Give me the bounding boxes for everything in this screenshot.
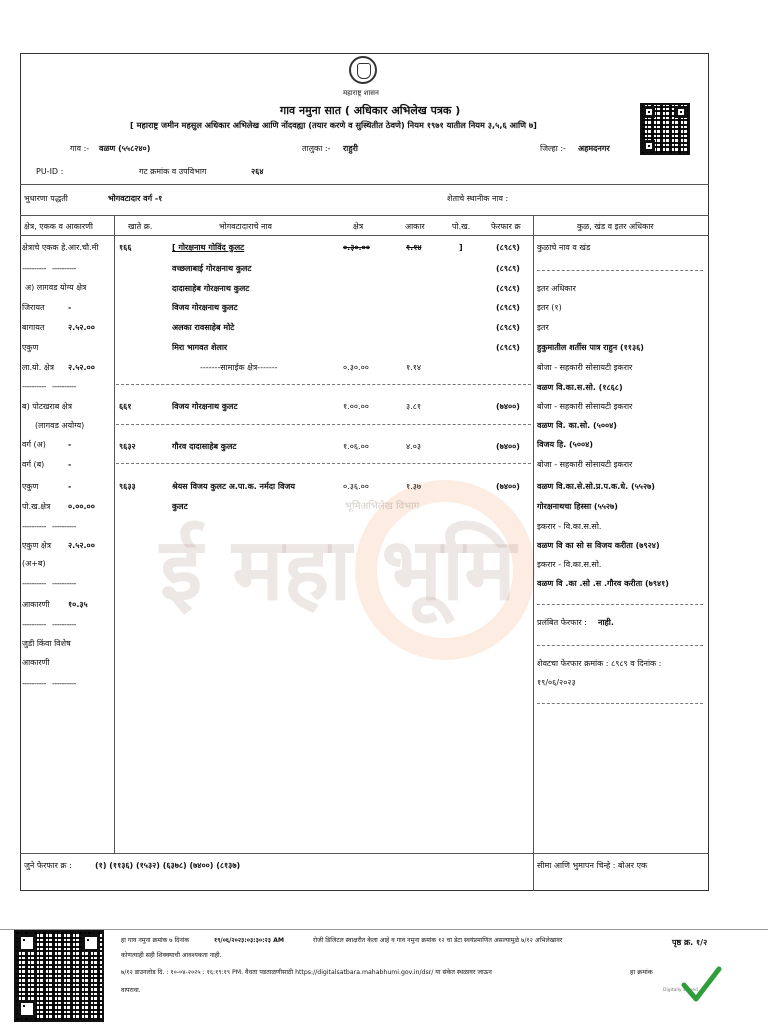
june-ferfar-value: (१) (११३६) (१५३२) (६३७८) (७४००) (८१३७) bbox=[95, 861, 241, 870]
left-label: एकुण क्षेत्र bbox=[22, 541, 52, 550]
footer-line1d: कोणत्याही सही शिक्क्याची आवश्यकता नाही. bbox=[121, 952, 222, 959]
divider bbox=[20, 184, 709, 185]
samaik-kshetra: -------सामाईक क्षेत्र------- bbox=[200, 363, 278, 372]
left-label: (लागवड अयोग्य) bbox=[35, 421, 85, 430]
taluka-label: तालुका :- bbox=[302, 144, 331, 153]
owner-name: कुलट bbox=[172, 502, 188, 511]
puid-label: PU-ID : bbox=[36, 167, 64, 176]
owner-bracket: ] bbox=[459, 243, 463, 252]
left-value: - bbox=[68, 482, 72, 491]
bhudharna-value: भोगवटादार वर्ग -१ bbox=[108, 194, 163, 203]
rights-item: वळण वि.का.से.सो.प्र.प.क.धे. (५५२७) bbox=[537, 482, 655, 491]
owner-name: अलका रावसाहेब मोटे bbox=[172, 323, 235, 332]
june-ferfar-label: जुने फेरफार क्र : bbox=[24, 861, 72, 870]
owner-name: विजय गोरक्षनाथ कुलट bbox=[172, 402, 238, 411]
khata-number: १६६ bbox=[119, 243, 132, 252]
footer-line1a: हा गाव नमुना क्रमांक ७ दिनांक bbox=[121, 937, 190, 944]
ferfar-number: (७४००) bbox=[496, 442, 520, 451]
owner-name: श्रेयस विजय कुलट अ.पा.क. नर्मदा विजय bbox=[172, 482, 295, 491]
ferfar-number: (८९८९) bbox=[496, 243, 520, 252]
pending-ferfar-value: नाही. bbox=[598, 618, 614, 627]
rights-item: इतर अधिकार bbox=[537, 284, 576, 293]
rights-item: विजय हि. (५००४) bbox=[537, 440, 593, 449]
left-value: - bbox=[68, 303, 72, 312]
rights-item: इतर (१) bbox=[537, 303, 562, 312]
col-header-akar: आकार bbox=[405, 222, 425, 231]
rights-item: वळण वि.का.स.सो. (१८६८) bbox=[537, 383, 623, 392]
govt-emblem-icon bbox=[349, 56, 377, 84]
left-label: एकुण bbox=[22, 343, 39, 352]
owner-name: दादासाहेब गोरक्षनाथ कुलट bbox=[172, 284, 250, 293]
rights-item: हुकुमातील शर्तीस पात्र राहुन (११३६) bbox=[537, 343, 644, 352]
rights-item: बोजा - सहकारी सोसायटी इकरार bbox=[537, 402, 633, 411]
left-label: पो.ख.क्षेत्र bbox=[22, 502, 51, 511]
owner-name: [ गोरक्षनाथ गोविंद कुलट bbox=[172, 243, 245, 252]
left-value: - bbox=[68, 440, 72, 449]
footer-hr-label: हा क्रमांक bbox=[630, 968, 653, 976]
last-ferfar-label: शेवटचा फेरफार क्रमांक : ८९८९ व दिनांक : bbox=[537, 659, 662, 668]
left-dash: ---------- ---------- bbox=[22, 382, 76, 391]
document-frame bbox=[20, 53, 709, 891]
rights-separator bbox=[537, 703, 703, 704]
left-label: आकारणी bbox=[22, 658, 50, 667]
left-label: बागायत bbox=[22, 323, 45, 332]
rights-item: वळण वि का सो स विजय करीता (७९२४) bbox=[537, 541, 660, 550]
owner-area: १.००.०० bbox=[343, 402, 369, 411]
taluka-value: राहुरी bbox=[343, 144, 358, 153]
left-label: वर्ग (अ) bbox=[22, 440, 46, 449]
rights-item: वळण वि .का .सो .स .गौरव करीता (७९४१) bbox=[537, 579, 669, 588]
rights-item: कुळाचे नाव व खंड bbox=[537, 243, 591, 252]
bhudharna-label: भुधारणा पद्धती bbox=[24, 194, 68, 203]
left-label: अ) लागवड योग्य क्षेत्र bbox=[25, 283, 87, 292]
owner-area: ०.३६.०० bbox=[343, 482, 369, 491]
rights-separator bbox=[537, 604, 703, 605]
samaik-akar: १.१४ bbox=[406, 363, 422, 372]
left-unit-label: क्षेत्राचे एकक हे.आर.चौ.मी bbox=[22, 243, 99, 252]
watermark-big-text: ई महा भूमि bbox=[160, 520, 516, 620]
col-header-khata: खाते क्र. bbox=[128, 222, 153, 231]
owner-akar: ४.०३ bbox=[406, 442, 422, 451]
owner-name: विजय गोरक्षनाथ कुलट bbox=[172, 303, 238, 312]
footer-divider bbox=[0, 929, 768, 930]
qr-code-bottom bbox=[14, 930, 104, 1022]
owner-area: ०.३०.०० bbox=[343, 243, 370, 252]
owner-akar: ३.८१ bbox=[406, 402, 422, 411]
left-value: २.५२.०० bbox=[68, 541, 95, 550]
col-divider bbox=[533, 215, 534, 891]
rights-separator bbox=[537, 645, 703, 646]
footer-line1-date: १९/०६/२०२३:०३:३०:२३ AM bbox=[214, 937, 285, 944]
gat-label: गट क्रमांक व उपविभाग bbox=[139, 167, 207, 176]
col-header-owner: भोगवटादाराचे नाव bbox=[219, 222, 272, 231]
col-header-area: क्षेत्र, एकक व आकारणी bbox=[24, 222, 94, 231]
col-divider bbox=[114, 215, 115, 853]
owner-akar: १.१४ bbox=[406, 243, 422, 252]
jilha-value: अहमदनगर bbox=[578, 144, 610, 153]
left-dash: ---------- ---------- bbox=[22, 264, 76, 273]
ferfar-number: (८९८९) bbox=[496, 264, 520, 273]
watermark-small-text: भूमिअभिलेख विभाग bbox=[345, 501, 420, 512]
page-number: पृष्ठ क्र. १/२ bbox=[672, 938, 708, 947]
col-header-pokh: पो.ख. bbox=[452, 222, 471, 231]
left-dash: ---------- ---------- bbox=[22, 579, 76, 588]
left-label: (अ+ब) bbox=[22, 559, 46, 568]
ferfar-number: (८९८९) bbox=[496, 303, 520, 312]
ferfar-number: (८९८९) bbox=[496, 343, 520, 352]
gaav-label: गाव :- bbox=[70, 144, 90, 153]
left-dash: ---------- ---------- bbox=[22, 620, 76, 629]
samaik-area: ०.३०.०० bbox=[343, 363, 369, 372]
left-label: जुडी किंवा विशेष bbox=[22, 639, 71, 648]
digital-signature-label: Digitally signed bbox=[663, 988, 698, 993]
gaav-value: वळण (५५८२४०) bbox=[99, 144, 151, 153]
jilha-label: जिल्हा :- bbox=[540, 144, 566, 153]
sima-label: सीमा आणि भुमापन चिन्हे : बोअर एक bbox=[537, 861, 648, 870]
left-label: ब) पोटखराब क्षेत्र bbox=[22, 402, 73, 411]
shetache-label: शेताचे स्थानीक नाव : bbox=[447, 194, 509, 203]
row-separator bbox=[116, 424, 531, 425]
footer-line1c: रोजी डिजिटल स्वाक्षरीत केला आहे व गाव नमुना क्रमांक १२ चा डेटा स्वयंप्रमाणित असल्यामुळे ७/१२ अभिलेखावर bbox=[313, 937, 563, 944]
left-label: एकुण bbox=[22, 482, 39, 491]
khata-number: ९६३२ bbox=[119, 442, 136, 451]
govt-label: महाराष्ट्र शासन bbox=[343, 89, 379, 97]
rights-item: इकरार - वि.का.स.सो. bbox=[537, 522, 602, 531]
divider bbox=[20, 235, 709, 236]
ferfar-number: (८९८९) bbox=[496, 284, 520, 293]
owner-name: वच्छलाबाई गोरक्षनाथ कुलट bbox=[172, 264, 252, 273]
rights-item: गोरक्षनाथचा हिस्सा (५५२७) bbox=[537, 502, 618, 511]
khata-number: ६६१ bbox=[119, 402, 132, 411]
page-subtitle: [ महाराष्ट्र जमीन महसुल अधिकार अभिलेख आणि नोंदवह्या (तयार करणे व सुस्थितीत ठेवणे) नियम १९७१ यातील नियम ३,५,६ आणि ७] bbox=[130, 120, 537, 130]
row-separator bbox=[116, 384, 531, 385]
col-header-kshetra: क्षेत्र bbox=[353, 222, 364, 231]
left-dash: ---------- ---------- bbox=[22, 522, 76, 531]
col-header-ferfar: फेरफार क्र bbox=[491, 222, 521, 231]
rights-item: वळण वि. का.सो. (५००४) bbox=[537, 421, 617, 430]
owner-name: मिरा भागवत शेलार bbox=[172, 343, 228, 352]
rights-item: बोजा - सहकारी सोसायटी इकरार bbox=[537, 460, 633, 469]
digital-signature-check-icon bbox=[680, 963, 722, 1005]
col-header-rights: कुळ, खंड व इतर अधिकार bbox=[577, 222, 654, 231]
footer-line2: ७/१२ डाउनलोड दि. : १०-०४-२०२५ : १६:१९:१९ PM. वैधता पडताळणीसाठी https://digitalsatbara.mahabhumi.gov.in/dsr/ या संकेत स्थळावर जाऊन bbox=[121, 969, 492, 976]
gat-value: २६४ bbox=[251, 167, 264, 176]
divider bbox=[20, 853, 709, 854]
rights-separator bbox=[537, 270, 703, 271]
qr-code-top bbox=[640, 103, 690, 155]
left-label: ला.यो. क्षेत्र bbox=[22, 363, 54, 372]
owner-area: १.०६.०० bbox=[343, 442, 369, 451]
divider bbox=[20, 215, 709, 216]
left-value: २.५२.०० bbox=[68, 323, 95, 332]
left-label: आकारणी bbox=[22, 600, 50, 609]
left-label: जिरायत bbox=[22, 303, 45, 312]
owner-name: गौरव दादासाहेब कुलट bbox=[172, 442, 237, 451]
rights-item: इतर bbox=[537, 323, 549, 332]
left-value: २.५२.०० bbox=[68, 363, 95, 372]
left-value: ०.००.०० bbox=[68, 502, 95, 511]
ferfar-number: (७४००) bbox=[496, 482, 520, 491]
owner-akar: १.३७ bbox=[406, 482, 422, 491]
left-dash: ---------- ---------- bbox=[22, 679, 76, 688]
left-value: - bbox=[68, 460, 72, 469]
ferfar-number: (८९८९) bbox=[496, 323, 520, 332]
page-title: गाव नमुना सात ( अधिकार अभिलेख पत्रक ) bbox=[280, 104, 461, 117]
last-ferfar-date: १९/०६/२०२३ bbox=[537, 678, 576, 687]
khata-number: ९६३३ bbox=[119, 482, 136, 491]
ferfar-number: (७४००) bbox=[496, 402, 520, 411]
pending-ferfar-label: प्रलंबित फेरफार : bbox=[537, 618, 587, 627]
footer-line2b: वापरावा. bbox=[121, 987, 141, 994]
row-separator bbox=[116, 463, 531, 464]
left-value: १०.३५ bbox=[68, 600, 88, 609]
left-label: वर्ग (ब) bbox=[22, 460, 45, 469]
rights-item: बोजा - सहकारी सोसायटी इकरार bbox=[537, 363, 633, 372]
rights-item: इकरार - वि.का.स.सो. bbox=[537, 560, 602, 569]
